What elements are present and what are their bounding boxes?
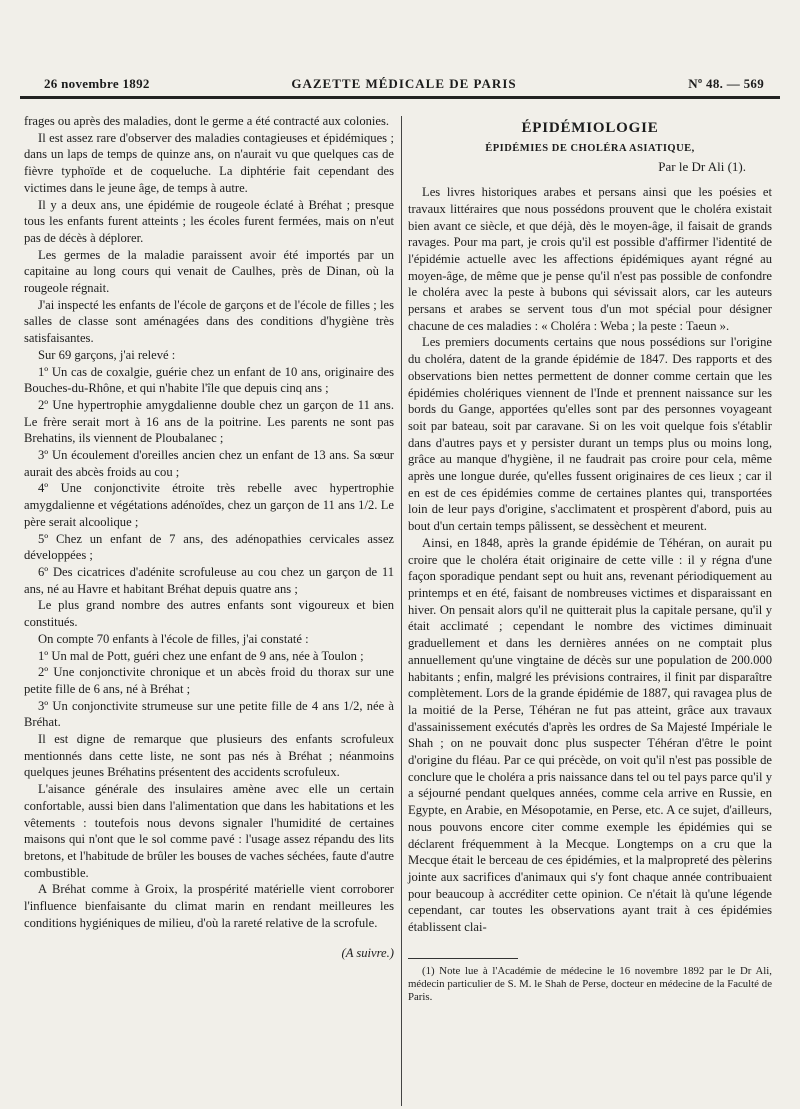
paragraph: Il y a deux ans, une épidémie de rougeole éclaté à Bréhat ; presque tous les enfants furent atteints ; les écoles furent fermées, mais on n'eut pas de décès à déplorer. <box>24 197 394 245</box>
paragraph: Il est digne de remarque que plusieurs des enfants scrofuleux mentionnés dans cette liste, ne sont pas nés à Bréhat ; néanmoins quelques jeunes Bréhatins présentent des accidents scrofuleux. <box>24 732 394 780</box>
list-item: 4º Une conjonctivite étroite très rebelle avec hypertrophie amygdalienne et végétations adénoïdes, chez un garçon de 11 ans 1/2. Le père serait alcoolique ; <box>24 481 394 529</box>
list-item: 1º Un mal de Pott, guéri chez une enfant de 9 ans, née à Toulon ; <box>38 648 364 663</box>
list-item: 5º Chez un enfant de 7 ans, des adénopathies cervicales assez développées ; <box>24 531 394 563</box>
list-item: 3º Un écoulement d'oreilles ancien chez un enfant de 13 ans. Sa sœur aurait des abcès froids au cou ; <box>24 448 394 479</box>
paragraph: Ainsi, en 1848, après la grande épidémie de Téhéran, on aurait pu croire que le choléra était originaire de cette ville : il y régna d'une façon sporadique pendant sept ou huit ans, revenant périodiquement au printemps et en été, faisant de nombreuses victimes et disparaissant en hiver. On pensait alors qu'il ne quitterait plus la capitale persane, qu'il y était acclimaté ; cependant le nombre des victimes diminuait graduellement et dans les dernières années on ne comptait plus annuellement qu'une vingtaine de décès sur une population de 200.000 habitants ; enfin, malgré les prévisions contraires, il finit par disparaître complètement. Lors de la grande épidémie de 1887, qui ravagea plus de la moitié de la Perse, Téhéran ne fut pas atteint, grâce aux travaux d'assainissement exécutés d'après les ordres de Sa Majesté Impériale le Shah ; on ne pouvait donc plus suspecter Téhéran d'être le point d'origine du fléau. Par ce qui précède, on voit qu'il n'est pas possible de conclure que le choléra a pris naissance dans tel ou tel pays parce qu'il y a séjourné pendant quelques années, comme cela arrive en Russie, en Egypte, en Arabie, en Mésopotamie, en Perse, etc. A ce sujet, d'ailleurs, nous pouvons encore citer comme exemple les épidémies qui se déclarent fréquemment à la Mecque. Longtemps on a cru que la Mecque était le berceau de ces épidémies, et la malpropreté des pèlerins jointe aux sacrifices d'animaux qui s'y font chaque année contribuaient pour beaucoup à accréditer cette opinion. Ce n'était là qu'une légende cependant, car toutes les observations ayant trait à ces épidémies établissent clai- <box>408 535 772 935</box>
paragraph: Les premiers documents certains que nous possédions sur l'origine du choléra, datent de la grande épidémie de 1847. Des rapports et des observations bien nettes permettent de donner comme certain que les épidémies cholériques viennent de l'Inde et prennent naissance sur les bords du Gange, apportées qu'elles sont par des personnes voyageant soit par bateau, soit par caravane. Si on les voit quelque fois s'établir dans d'autres pays et y persister durant un temps plus ou moins long, grâce au manque d'hygiène, il ne faudrait pas croire pour cela, même après une longue durée, qu'elles fussent originaires de ces lieux ; car il en est de ces épidémies comme de certaines plantes qui, transportées loin de leur pays d'origine, s'acclimatent et prospèrent d'abord, puis au bout d'un certain temps pâlissent, se dessèchent et meurent. <box>408 335 772 534</box>
journal-title: GAZETTE MÉDICALE DE PARIS <box>291 76 517 91</box>
footnote: (1) Note lue à l'Académie de médecine le 16 novembre 1892 par le Dr Ali, médecin particulier de S. M. le Shah de Perse, docteur en médecine de la Faculté de Paris. <box>408 964 772 1003</box>
issue-date: 26 novembre 1892 <box>44 76 150 91</box>
list-item: 3º Un conjonctivite strumeuse sur une petite fille de 4 ans 1/2, née à Bréhat. <box>24 698 394 730</box>
article-title: ÉPIDÉMIES DE CHOLÉRA ASIATIQUE, <box>485 142 695 154</box>
paragraph: frages ou après des maladies, dont le germe a été contracté aux colonies. <box>24 114 390 128</box>
paragraph: Il est assez rare d'observer des maladies contagieuses et épidémiques ; dans un laps de temps de quinze ans, on n'aurait vu que quelques cas de fièvre typhoïde et de coqueluche. La diphtérie fait cependant des victimes dans le jeune âge, de temps à autre. <box>24 130 394 195</box>
list-item: 6º Des cicatrices d'adénite scrofuleuse au cou chez un garçon de 11 ans, né au Havre et habitant Bréhat depuis quatre ans ; <box>24 564 394 596</box>
list-item: 1º Un cas de coxalgie, guérie chez un enfant de 10 ans, originaire des Bouches-du-Rhône, et qui n'habite l'île que depuis cinq ans ; <box>24 364 394 396</box>
paragraph: A Bréhat comme à Groix, la prospérité matérielle vient corroborer l'influence bienfaisante du climat marin en rendant meilleures les conditions hygiéniques de milieu, d'où la rareté relative de la scrofule. <box>24 882 394 930</box>
footnote-rule <box>408 958 518 959</box>
header-rule <box>20 96 780 99</box>
paragraph: J'ai inspecté les enfants de l'école de garçons et de l'école de filles ; les salles de classe sont aménagées dans des conditions d'hygiène très satisfaisantes. <box>24 297 394 346</box>
paragraph: Le plus grand nombre des autres enfants sont vigoureux et bien constitués. <box>24 598 394 630</box>
list-item: 2º Une conjonctivite chronique et un abcès froid du thorax sur une petite fille de 6 ans, né à Bréhat ; <box>24 665 394 696</box>
paragraph: Les livres historiques arabes et persans ainsi que les poésies et travaux littéraires que nous possédons prouvent que le choléra existait bien avant ce siècle, et que déjà, dès le moyen-âge, il faisait de grands ravages. Pour ma part, je crois qu'il est possible d'affirmer l'identité de l'épidémie actuelle avec les affections épidémiques ayant régné au moyen-âge, de même que je pense qu'il n'est pas possible de confondre le choléra avec la peste à bubons qui sévissait alors, car les auteurs persans et arabes se servent tous d'un mot spécial pour désigner chacune de ces maladies : « Choléra : Weba ; la peste : Taeun ». <box>408 185 772 333</box>
paragraph: On compte 70 enfants à l'école de filles, j'ai constaté : <box>38 631 309 646</box>
section-title: ÉPIDÉMIOLOGIE <box>521 120 659 136</box>
paragraph: Les germes de la maladie paraissent avoir été importés par un capitaine au long cours qui venait de Caulhes, près de Dinan, où la rougeole régnait. <box>24 247 394 296</box>
right-column <box>408 113 772 1004</box>
paragraph: Sur 69 garçons, j'ai relevé : <box>38 347 176 362</box>
paragraph: L'aisance générale des insulaires amène avec elle un certain confortable, aussi bien dans l'alimentation que dans les habitations et les vêtements : toutefois nous devons signaler l'humidité de certaines maisons qui n'ont que le sol comme pavé : l'usage assez répandu des lits bretons, et l'habitude de brûler les bouses de vaches séchées, faute d'autre combustible. <box>24 782 394 880</box>
column-divider <box>401 116 402 1106</box>
left-column <box>24 113 394 962</box>
issue-number: Nº 48. — 569 <box>688 76 764 91</box>
article-author: Par le Dr Ali (1). <box>658 159 746 175</box>
list-item: 2º Une hypertrophie amygdalienne double chez un garçon de 11 ans. Le frère serait mort à 16 ans de la poitrine. Les parents ne sont pas Brehatins, ils viennent de Ploubalanec ; <box>24 397 394 446</box>
page-header <box>44 72 764 96</box>
continuation-note: (A suivre.) <box>341 946 394 961</box>
